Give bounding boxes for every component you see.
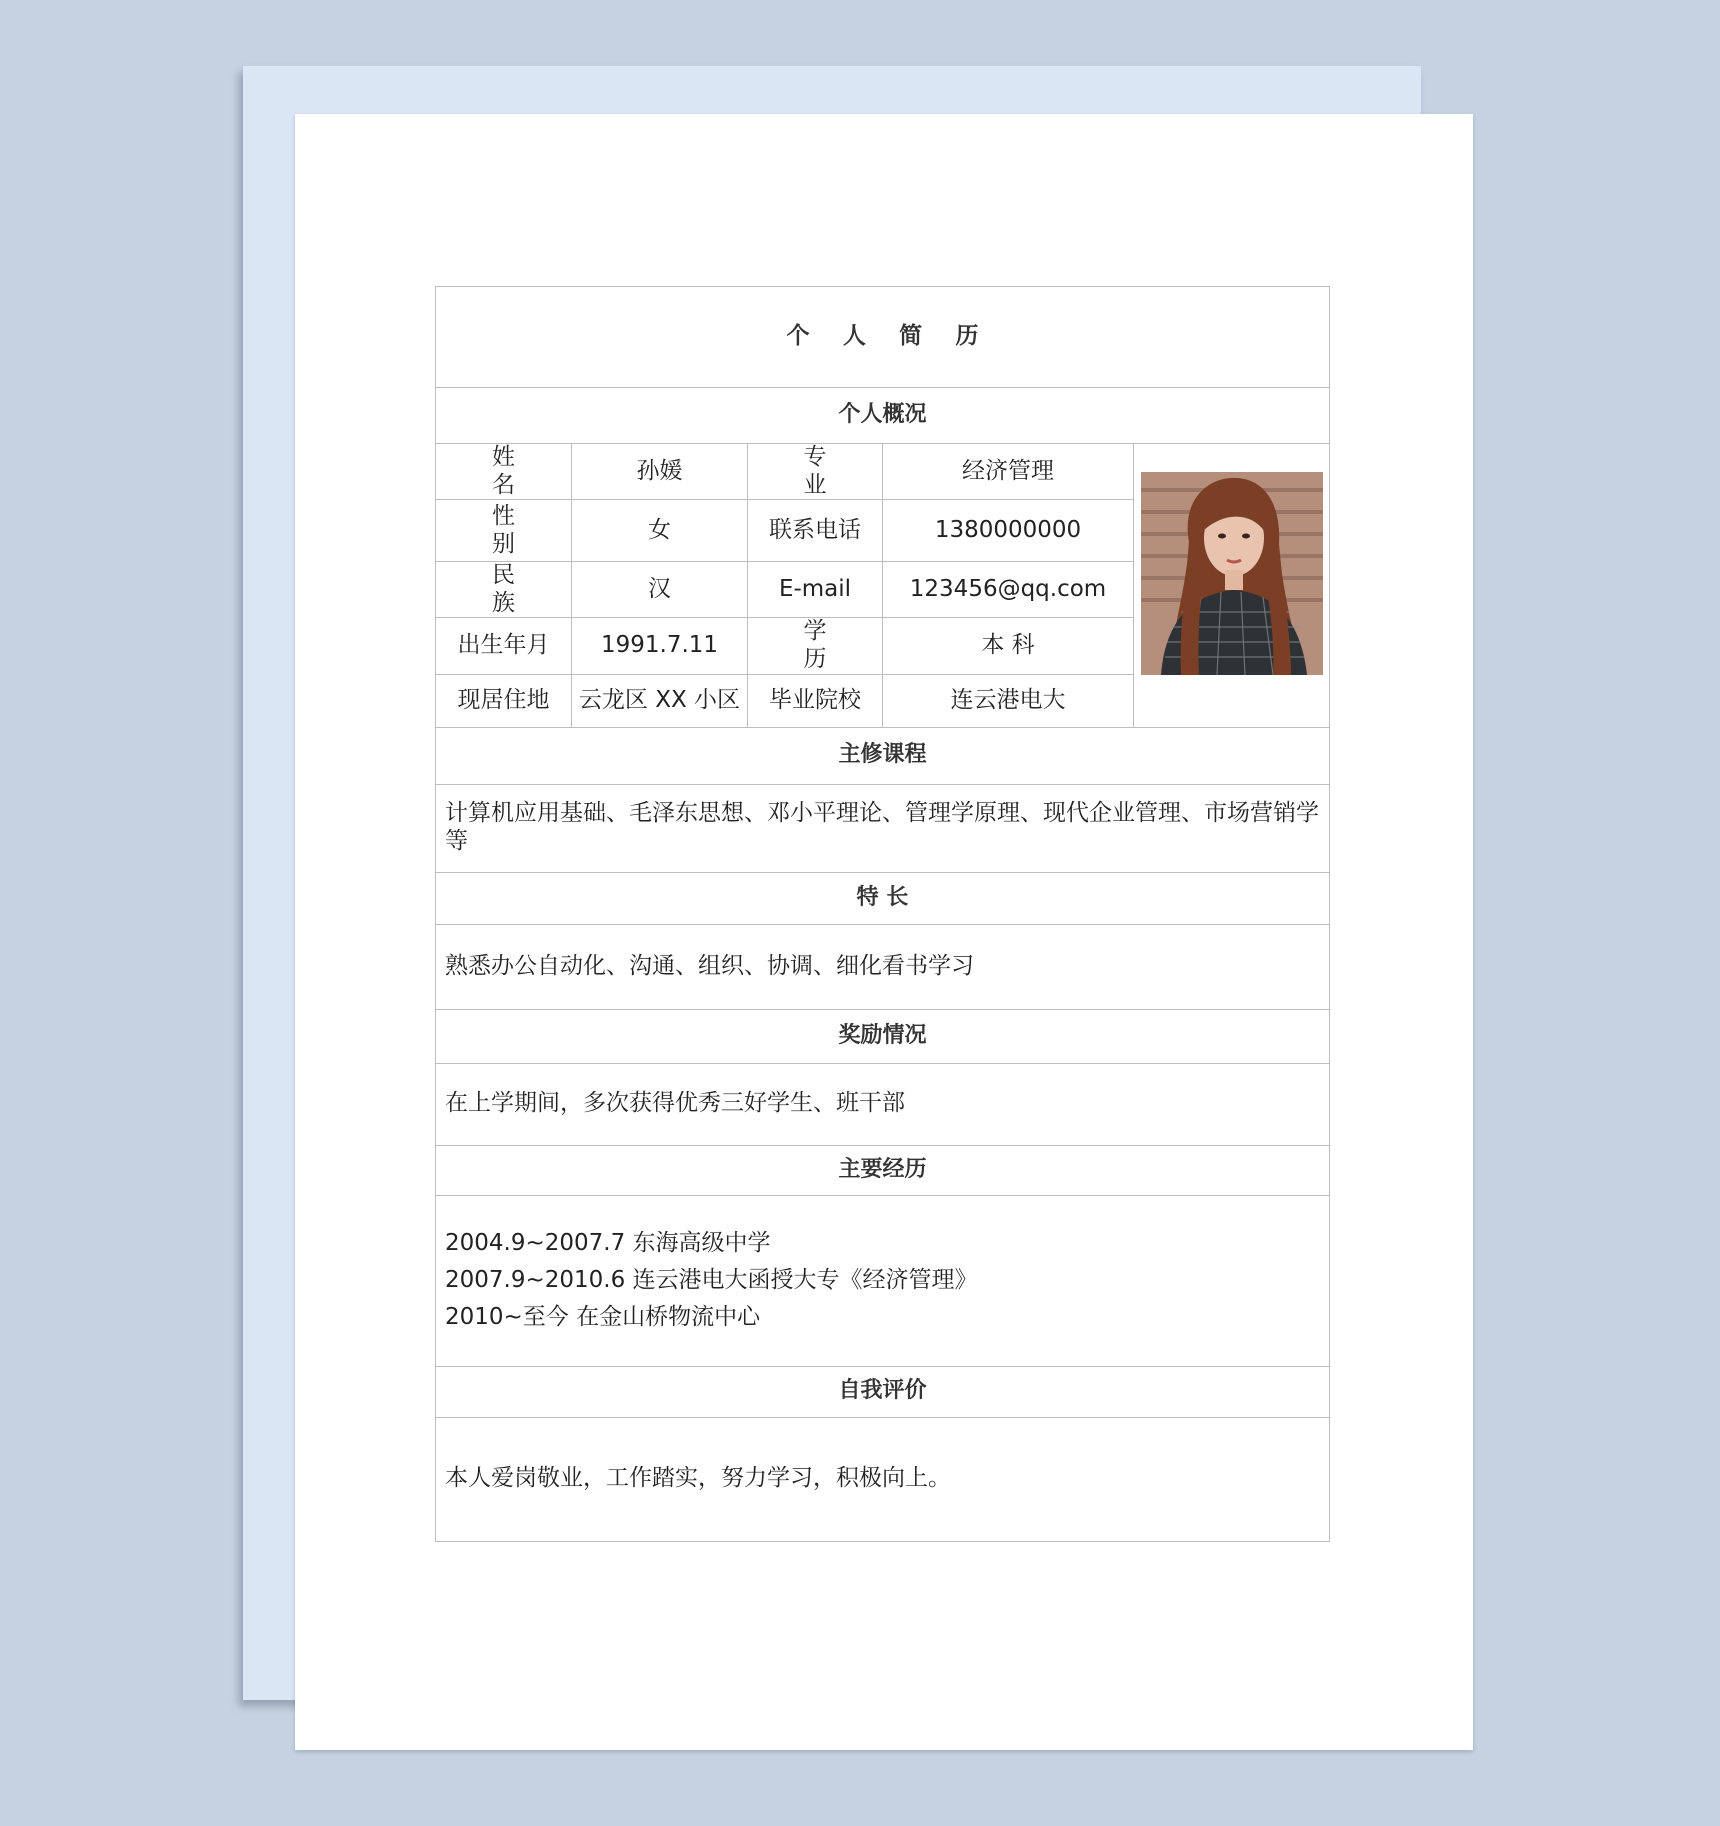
ethnicity-value: 汉 [572, 562, 748, 618]
resume-title: 个 人 简 历 [436, 287, 1330, 388]
phone-label: 联系电话 [748, 500, 883, 562]
phone-value: 1380000000 [883, 500, 1134, 562]
experience-item: 2010~至今 在金山桥物流中心 [445, 1304, 761, 1331]
education-label: 学 历 [748, 618, 883, 674]
resume-table [435, 286, 1330, 1542]
section-self-eval-heading: 自我评价 [436, 1366, 1330, 1417]
profile-photo [1141, 472, 1323, 675]
gender-value: 女 [572, 500, 748, 562]
name-label: 姓 名 [436, 444, 572, 500]
email-value: 123456@qq.com [883, 562, 1134, 618]
school-label: 毕业院校 [748, 674, 883, 727]
section-overview-heading: 个人概况 [436, 388, 1330, 444]
address-label: 现居住地 [436, 674, 572, 727]
awards-text: 在上学期间，多次获得优秀三好学生、班干部 [436, 1063, 1330, 1145]
major-label: 专 业 [748, 444, 883, 500]
photo-cell [1134, 444, 1330, 728]
birth-label: 出生年月 [436, 618, 572, 674]
experience-item: 2004.9~2007.7 东海高级中学 [445, 1230, 771, 1257]
experience-item: 2007.9~2010.6 连云港电大函授大专《经济管理》 [445, 1267, 978, 1294]
education-value: 本 科 [883, 618, 1134, 674]
gender-label: 性 别 [436, 500, 572, 562]
address-value: 云龙区 XX 小区 [572, 674, 748, 727]
self-eval-text: 本人爱岗敬业，工作踏实，努力学习，积极向上。 [436, 1417, 1330, 1541]
skills-text: 熟悉办公自动化、沟通、组织、协调、细化看书学习 [436, 924, 1330, 1009]
section-experience-heading: 主要经历 [436, 1145, 1330, 1195]
birth-value: 1991.7.11 [572, 618, 748, 674]
resume-page [295, 114, 1473, 1750]
courses-text: 计算机应用基础、毛泽东思想、邓小平理论、管理学原理、现代企业管理、市场营销学等 [436, 784, 1330, 872]
section-skills-heading: 特 长 [436, 872, 1330, 924]
section-awards-heading: 奖励情况 [436, 1009, 1330, 1063]
name-value: 孙媛 [572, 444, 748, 500]
major-value: 经济管理 [883, 444, 1134, 500]
experience-list [436, 1195, 1330, 1366]
school-value: 连云港电大 [883, 674, 1134, 727]
ethnicity-label: 民 族 [436, 562, 572, 618]
email-label: E-mail [748, 562, 883, 618]
section-courses-heading: 主修课程 [436, 727, 1330, 784]
